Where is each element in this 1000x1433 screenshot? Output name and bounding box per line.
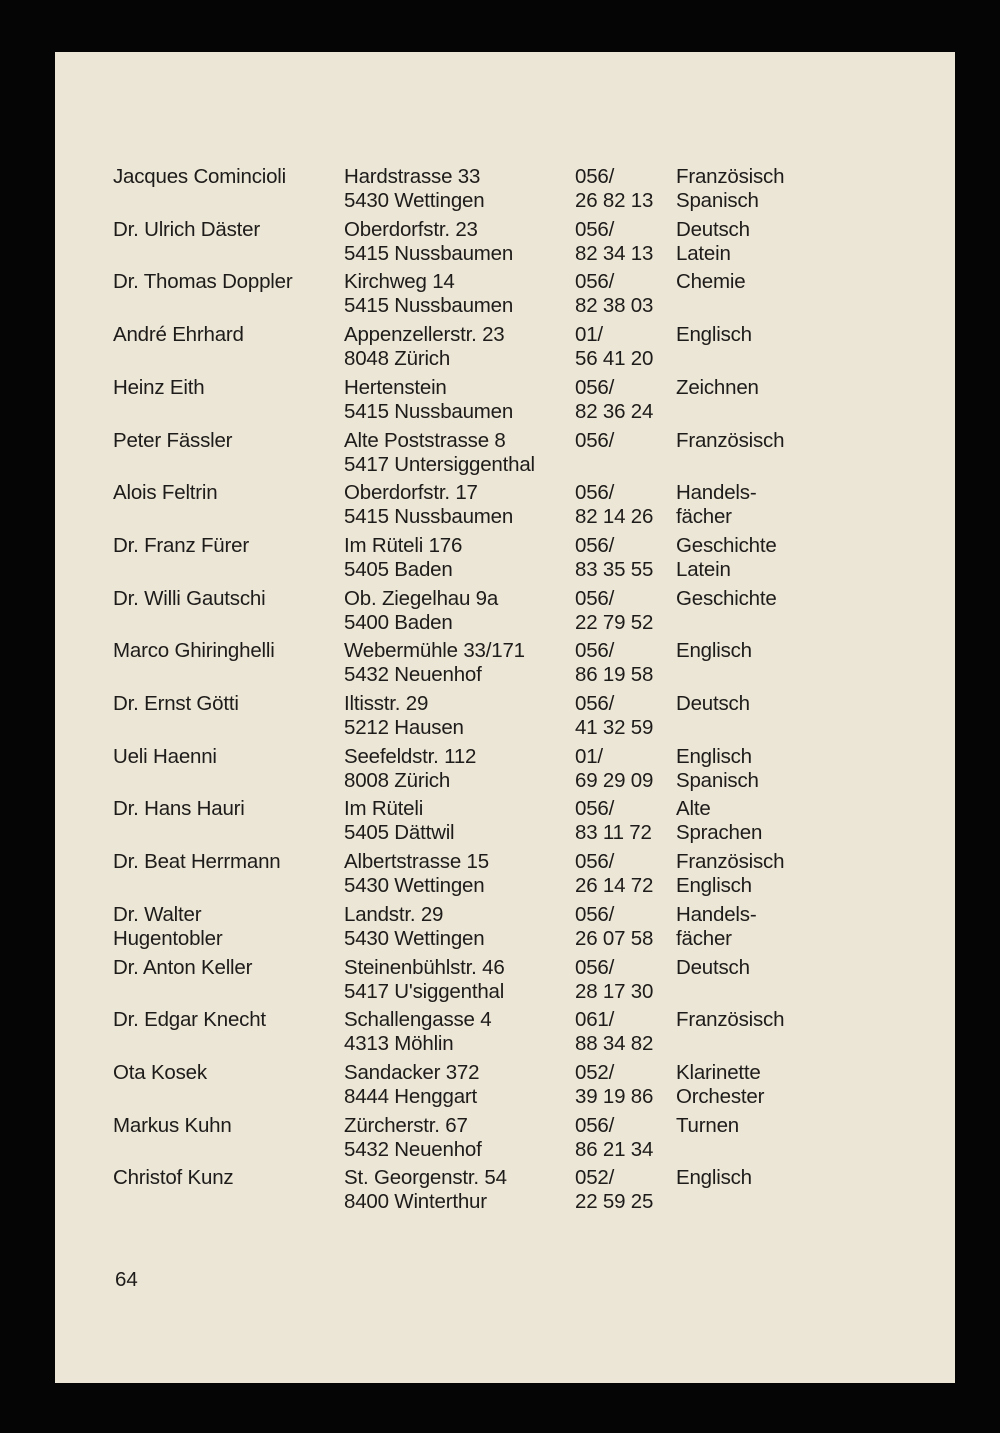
entry-name-line: Marco Ghiringhelli <box>113 639 275 663</box>
entry-phone-line: 22 79 52 <box>575 610 654 634</box>
entry-address-line: Albertstrasse 15 <box>344 850 489 874</box>
entry-phone <box>575 639 653 687</box>
entry-address <box>344 270 513 318</box>
entry-subjects <box>676 1114 739 1138</box>
directory-entry <box>55 376 955 424</box>
entry-phone <box>575 429 614 453</box>
entry-phone <box>575 850 653 898</box>
entry-address-line: 8008 Zürich <box>344 768 451 792</box>
entry-name-line: Christof Kunz <box>113 1166 234 1190</box>
entry-address-line: Kirchweg 14 <box>344 270 455 294</box>
directory-entry <box>55 1061 955 1109</box>
entry-name <box>113 797 245 821</box>
entry-phone <box>575 1166 653 1214</box>
directory-entry <box>55 639 955 687</box>
entry-address <box>344 218 513 266</box>
entry-name <box>113 1008 266 1032</box>
entry-name-line: André Ehrhard <box>113 323 244 347</box>
entry-phone <box>575 218 653 266</box>
entry-subjects <box>676 745 759 793</box>
entry-address-line: 8048 Zürich <box>344 347 451 371</box>
entry-phone-line: 056/ <box>575 375 615 399</box>
entry-subjects-line: Französisch <box>676 165 785 188</box>
entry-subjects <box>676 534 777 582</box>
entry-address-line: 5400 Baden <box>344 610 453 634</box>
entry-name <box>113 956 252 980</box>
entry-phone <box>575 1114 653 1162</box>
entry-name-line: Dr. Hans Hauri <box>113 797 245 821</box>
entry-address-line: Iltisstr. 29 <box>344 692 429 715</box>
entry-address <box>344 903 484 951</box>
entry-name <box>113 481 218 505</box>
entry-phone-line: 056/ <box>575 428 615 452</box>
directory-entry <box>55 903 955 951</box>
entry-phone <box>575 903 653 951</box>
entry-phone-line: 28 17 30 <box>575 979 654 1003</box>
entry-phone <box>575 1008 653 1056</box>
entry-subjects-line: Französisch <box>676 428 785 452</box>
entry-name-line: Dr. Anton Keller <box>113 955 253 979</box>
entry-name-line: Ota Kosek <box>113 1060 207 1084</box>
entry-subjects <box>676 956 750 980</box>
directory-entry <box>55 323 955 371</box>
directory-entry <box>55 1008 955 1056</box>
entry-phone-line: 82 34 13 <box>575 241 654 265</box>
entry-address <box>344 692 464 740</box>
entry-subjects <box>676 692 750 716</box>
entry-address-line: 5430 Wettingen <box>344 926 485 950</box>
entry-name-line: Dr. Edgar Knecht <box>113 1008 266 1032</box>
entry-subjects <box>676 429 784 453</box>
directory-entry <box>55 481 955 529</box>
entry-name-line: Markus Kuhn <box>113 1113 232 1137</box>
entry-name-line: Dr. Thomas Doppler <box>113 270 293 294</box>
entry-address <box>344 850 489 898</box>
directory-entry <box>55 1114 955 1162</box>
directory-entry <box>55 797 955 845</box>
entry-address-line: Hardstrasse 33 <box>344 165 481 188</box>
directory-entry <box>55 165 955 213</box>
entry-subjects-line: Deutsch <box>676 692 750 715</box>
entry-subjects-line: Alte <box>676 797 711 821</box>
entry-phone-line: 26 82 13 <box>575 189 654 212</box>
entry-subjects-line: Geschichte <box>676 586 777 610</box>
entry-address-line: 5415 Nussbaumen <box>344 505 514 529</box>
entry-phone-line: 26 07 58 <box>575 926 654 950</box>
entry-phone-line: 056/ <box>575 850 615 874</box>
entry-phone-line: 82 36 24 <box>575 399 654 423</box>
entry-address-line: Sandacker 372 <box>344 1060 480 1084</box>
entry-phone-line: 26 14 72 <box>575 874 654 898</box>
entry-subjects-line: Handels- <box>676 481 757 505</box>
entry-subjects-line: Turnen <box>676 1113 739 1137</box>
entry-name-line: Ueli Haenni <box>113 744 217 768</box>
entry-name <box>113 850 281 874</box>
directory-entry <box>55 745 955 793</box>
directory-entry <box>55 429 955 477</box>
entry-subjects <box>676 481 756 529</box>
entry-subjects-line: Orchester <box>676 1084 765 1108</box>
entry-address-line: Hertenstein <box>344 375 447 399</box>
entry-name <box>113 1114 232 1138</box>
entry-subjects <box>676 1008 784 1032</box>
entry-phone-line: 69 29 09 <box>575 768 654 792</box>
entry-address-line: 5430 Wettingen <box>344 874 485 898</box>
entry-phone-line: 056/ <box>575 692 615 715</box>
entry-phone-line: 82 38 03 <box>575 294 654 318</box>
directory-entry <box>55 1166 955 1214</box>
directory-entry <box>55 850 955 898</box>
directory-entry <box>55 534 955 582</box>
entry-subjects-line: Französisch <box>676 1008 785 1032</box>
entry-name-line: Heinz Eith <box>113 375 205 399</box>
entry-subjects <box>676 218 750 266</box>
entry-name-line: Dr. Ulrich Däster <box>113 217 260 241</box>
entry-subjects <box>676 1166 752 1190</box>
directory-entry <box>55 692 955 740</box>
entry-name-line: Dr. Ernst Götti <box>113 692 239 715</box>
entry-name-line: Hugentobler <box>113 926 223 950</box>
entry-address <box>344 1008 491 1056</box>
entry-subjects-line: Französisch <box>676 850 785 874</box>
entry-subjects-line: fächer <box>676 926 732 950</box>
entry-phone-line: 056/ <box>575 797 615 821</box>
entry-address-line: 8400 Winterthur <box>344 1190 487 1214</box>
entry-subjects <box>676 165 784 213</box>
entry-name-line: Peter Fässler <box>113 428 233 452</box>
entry-address-line: 5432 Neuenhof <box>344 1137 482 1161</box>
entry-name <box>113 218 260 242</box>
entry-name <box>113 1061 207 1085</box>
entry-subjects-line: fächer <box>676 505 732 529</box>
entry-address-line: Schallengasse 4 <box>344 1008 492 1032</box>
directory-entry <box>55 587 955 635</box>
entry-phone-line: 056/ <box>575 586 615 610</box>
entry-subjects-line: Englisch <box>676 1166 752 1190</box>
entry-subjects-line: Latein <box>676 557 731 581</box>
entry-subjects-line: Zeichnen <box>676 375 759 399</box>
entry-name-line: Dr. Franz Fürer <box>113 533 249 557</box>
entry-subjects-line: Deutsch <box>676 955 750 979</box>
entry-phone-line: 56 41 20 <box>575 347 654 371</box>
entry-phone-line: 22 59 25 <box>575 1190 654 1214</box>
entry-subjects-line: Chemie <box>676 270 746 294</box>
entry-subjects <box>676 797 762 845</box>
entry-phone-line: 01/ <box>575 744 603 768</box>
entry-phone <box>575 692 653 740</box>
entry-address-line: 5212 Hausen <box>344 716 464 739</box>
entry-phone <box>575 1061 653 1109</box>
directory-entry <box>55 270 955 318</box>
entry-phone-line: 056/ <box>575 955 615 979</box>
entry-phone-line: 86 21 34 <box>575 1137 654 1161</box>
entry-subjects-line: Englisch <box>676 874 752 898</box>
entry-subjects <box>676 323 752 347</box>
entry-phone <box>575 534 653 582</box>
entry-subjects-line: Geschichte <box>676 533 777 557</box>
entry-subjects-line: Spanisch <box>676 189 759 212</box>
entry-address-line: Landstr. 29 <box>344 902 444 926</box>
entry-name-line: Dr. Willi Gautschi <box>113 586 266 610</box>
entry-address-line: 5415 Nussbaumen <box>344 294 514 318</box>
directory-entry <box>55 956 955 1004</box>
entry-address-line: Zürcherstr. 67 <box>344 1113 468 1137</box>
entry-address <box>344 376 513 424</box>
entry-address <box>344 534 462 582</box>
entry-name <box>113 376 204 400</box>
entry-name-line: Alois Feltrin <box>113 481 218 505</box>
entry-name <box>113 165 286 189</box>
entry-phone-line: 83 35 55 <box>575 557 654 581</box>
entry-address-line: 8444 Henggart <box>344 1084 478 1108</box>
entry-phone-line: 056/ <box>575 165 615 188</box>
entry-phone <box>575 270 653 318</box>
entry-name <box>113 270 292 294</box>
entry-address-line: 5430 Wettingen <box>344 189 485 212</box>
entry-phone-line: 061/ <box>575 1008 615 1032</box>
entry-phone-line: 82 14 26 <box>575 505 654 529</box>
entry-address-line: Ob. Ziegelhau 9a <box>344 586 499 610</box>
entry-address-line: Im Rüteli 176 <box>344 533 463 557</box>
entry-phone-line: 86 19 58 <box>575 663 654 687</box>
entry-name-line: Dr. Walter <box>113 902 202 926</box>
entry-phone <box>575 587 653 635</box>
entry-subjects-line: Handels- <box>676 902 757 926</box>
entry-address-line: 5405 Dättwil <box>344 821 455 845</box>
entry-name-line: Dr. Beat Herrmann <box>113 850 281 874</box>
entry-address <box>344 323 505 371</box>
entry-name <box>113 323 244 347</box>
entry-address-line: Oberdorfstr. 17 <box>344 481 478 505</box>
entry-address-line: 5405 Baden <box>344 557 453 581</box>
entry-name <box>113 429 232 453</box>
entry-address <box>344 481 513 529</box>
entry-address-line: Im Rüteli <box>344 797 424 821</box>
entry-phone-line: 39 19 86 <box>575 1084 654 1108</box>
entry-subjects-line: Spanisch <box>676 768 759 792</box>
entry-subjects <box>676 587 777 611</box>
entry-subjects-line: Englisch <box>676 639 752 663</box>
entry-address <box>344 429 535 477</box>
entry-name <box>113 1166 233 1190</box>
entry-address-line: Steinenbühlstr. 46 <box>344 955 505 979</box>
entry-name <box>113 639 275 663</box>
entry-address-line: Webermühle 33/171 <box>344 639 525 663</box>
entry-name <box>113 745 217 769</box>
entry-phone <box>575 745 653 793</box>
entry-name <box>113 587 265 611</box>
entry-subjects <box>676 376 759 400</box>
entry-name <box>113 903 223 951</box>
entry-subjects <box>676 850 784 898</box>
entry-address <box>344 956 505 1004</box>
entry-phone-line: 056/ <box>575 1113 615 1137</box>
entry-subjects-line: Englisch <box>676 744 752 768</box>
entry-phone-line: 056/ <box>575 217 615 241</box>
entry-phone-line: 052/ <box>575 1060 615 1084</box>
entry-phone <box>575 797 652 845</box>
entry-phone-line: 056/ <box>575 270 615 294</box>
entry-phone-line: 83 11 72 <box>575 821 652 845</box>
entry-subjects-line: Klarinette <box>676 1060 761 1084</box>
entry-name-line: Jacques Comincioli <box>113 165 287 188</box>
entry-phone <box>575 165 653 213</box>
entry-address-line: Appenzellerstr. 23 <box>344 323 505 347</box>
entry-address <box>344 1114 482 1162</box>
directory-entry <box>55 218 955 266</box>
entry-phone <box>575 376 653 424</box>
entry-address-line: Seefeldstr. 112 <box>344 744 477 768</box>
entry-address <box>344 745 476 793</box>
entry-address <box>344 1166 507 1214</box>
entry-name <box>113 534 249 558</box>
entry-address-line: 5417 Untersiggenthal <box>344 452 535 476</box>
entry-phone-line: 41 32 59 <box>575 716 654 739</box>
entry-phone <box>575 481 653 529</box>
entry-address-line: St. Georgenstr. 54 <box>344 1166 507 1190</box>
entry-address-line: 5417 U'siggenthal <box>344 979 505 1003</box>
entry-phone-line: 056/ <box>575 533 615 557</box>
entry-address-line: 4313 Möhlin <box>344 1032 454 1056</box>
entry-address <box>344 797 454 845</box>
entry-subjects <box>676 903 756 951</box>
entry-address-line: Oberdorfstr. 23 <box>344 217 478 241</box>
entry-phone-line: 056/ <box>575 902 615 926</box>
entry-address <box>344 1061 479 1109</box>
entry-address <box>344 165 484 213</box>
document-page <box>55 52 955 1383</box>
entry-phone-line: 88 34 82 <box>575 1032 654 1056</box>
entry-phone-line: 056/ <box>575 639 615 663</box>
entry-name <box>113 692 239 716</box>
entry-subjects-line: Sprachen <box>676 821 763 845</box>
entry-address-line: 5415 Nussbaumen <box>344 399 514 423</box>
entry-subjects <box>676 270 745 294</box>
entry-address-line: 5415 Nussbaumen <box>344 241 514 265</box>
entry-address <box>344 587 498 635</box>
entry-phone-line: 01/ <box>575 323 603 347</box>
entry-address <box>344 639 525 687</box>
entry-phone-line: 052/ <box>575 1166 615 1190</box>
entry-subjects <box>676 639 752 663</box>
entry-subjects-line: Latein <box>676 241 731 265</box>
entry-address-line: Alte Poststrasse 8 <box>344 428 506 452</box>
page-number: 64 <box>115 1268 138 1291</box>
entry-phone <box>575 323 653 371</box>
entry-subjects-line: Englisch <box>676 323 752 347</box>
entry-phone-line: 056/ <box>575 481 615 505</box>
entry-address-line: 5432 Neuenhof <box>344 663 482 687</box>
entry-subjects-line: Deutsch <box>676 217 750 241</box>
entry-phone <box>575 956 653 1004</box>
entry-subjects <box>676 1061 764 1109</box>
